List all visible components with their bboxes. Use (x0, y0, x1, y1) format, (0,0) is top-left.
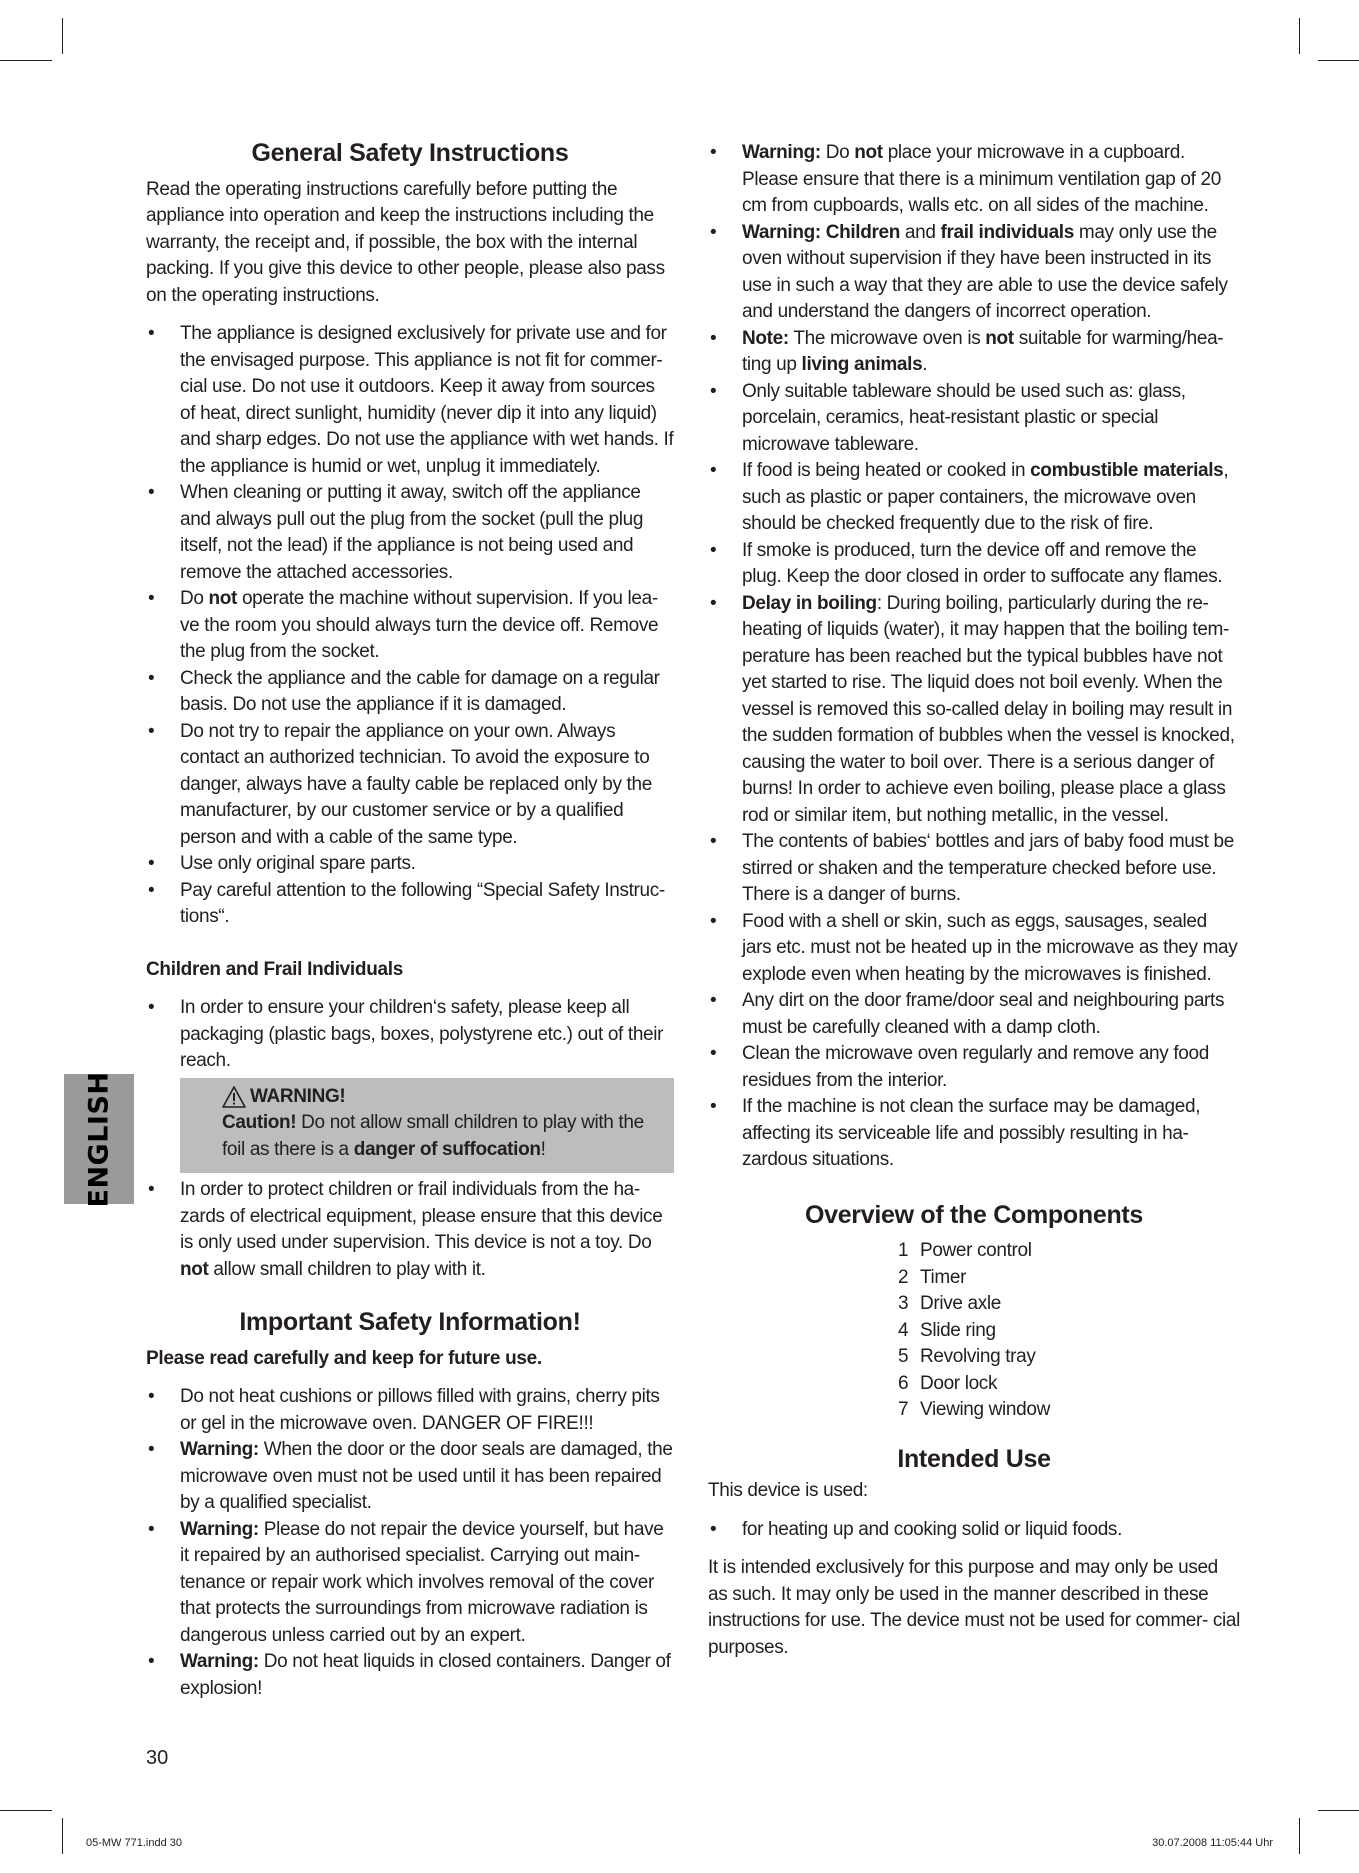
list-item: • Only suitable tableware should be used such as: glass, porcelain, ceramics, heat-resistant plastic or special microwave tableware. (708, 379, 1240, 459)
page-number: 30 (146, 1747, 169, 1769)
left-column (146, 140, 674, 1702)
list-item: • Note: The microwave oven is not suitable for warming/hea- ting up living animals. (708, 326, 1240, 379)
crop-mark (62, 18, 63, 54)
general-safety-title: General Safety Instructions (251, 139, 569, 167)
list-item: • Check the appliance and the cable for damage on a regular basis. Do not use the appliance if it is damaged. (146, 666, 674, 719)
intended-use-text: It is intended exclusively for this purpose and may only be used as such. It may only be used in the manner described in these instructions for use. The device must not be used for commer- cial purposes. (708, 1557, 1241, 1658)
list-item: • Warning: Children and frail individuals may only use the oven without supervision if they have been instructed in its use in such a way that they are able to use the device safely and understand the dangers of incorrect operation. (708, 220, 1240, 326)
list-item: • Do not operate the machine without supervision. If you lea- ve the room you should always turn the device off. Remove the plug from the socket. (146, 586, 674, 666)
right-column (708, 140, 1240, 1661)
intended-use-list (708, 1517, 1240, 1544)
list-item: • Clean the microwave oven regularly and remove any food residues from the interior. (708, 1041, 1240, 1094)
list-item: • Warning: Do not heat liquids in closed containers. Danger of explosion! (146, 1649, 674, 1702)
list-item: • Any dirt on the door frame/door seal and neighbouring parts must be carefully cleaned with a damp cloth. (708, 988, 1240, 1041)
warning-box (180, 1078, 674, 1174)
list-item: • for heating up and cooking solid or liquid foods. (708, 1517, 1240, 1544)
crop-mark (62, 1818, 63, 1854)
list-item: • If food is being heated or cooked in combustible materials, such as plastic or paper containers, the microwave oven should be checked frequently due to the risk of fire. (708, 458, 1240, 538)
component-item: 5 Revolving tray (898, 1346, 1036, 1367)
component-item: 3 Drive axle (898, 1293, 1001, 1314)
warning-text: Caution! Do not allow small children to play with the foil as there is a danger of suffocation! (222, 1112, 644, 1160)
list-item: • The contents of babies‘ bottles and jars of baby food must be stirred or shaken and the temperature checked before use. There is a danger of burns. (708, 829, 1240, 909)
list-item: • When cleaning or putting it away, switch off the appliance and always pull out the plug from the socket (pull the plug itself, not the lead) if the appliance is not being used and remove the attached accessories. (146, 480, 674, 586)
list-item: • Warning: Please do not repair the device yourself, but have it repaired by an authorised specialist. Carrying out main- tenance or repair work which involves removal of the cover that protects the surroundings from microwave radiation is dangerous unless carried out by an expert. (146, 1517, 674, 1650)
important-safety-list (146, 1384, 674, 1702)
list-item: • Use only original spare parts. (146, 851, 674, 878)
component-item: 2 Timer (898, 1266, 967, 1288)
list-item: • The appliance is designed exclusively for private use and for the envisaged purpose. This appliance is not fit for commer- cial use. Do not use it outdoors. Keep it away from sources of heat, direct sunlight, humidity (never dip it into any liquid) and sharp edges. Do not use the appliance with wet hands. If the appliance is humid or wet, unplug it immediately. (146, 321, 674, 480)
component-item: 1 Power control (898, 1240, 1032, 1261)
component-item: 4 Slide ring (898, 1319, 996, 1341)
children-heading: Children and Frail Individuals (146, 958, 404, 980)
list-item: • Food with a shell or skin, such as eggs, sausages, sealed jars etc. must not be heated up in the microwave as they may explode even when heating by the microwaves is finished. (708, 909, 1240, 989)
list-item: • Do not try to repair the appliance on your own. Always contact an authorized technician. To avoid the exposure to danger, always have a faulty cable be replaced only by the manufacturer, by our customer service or by a qualified person and with a cable of the same type. (146, 719, 674, 852)
language-tab (64, 1071, 134, 1207)
list-item: • In order to protect children or frail individuals from the ha- zards of electrical equipment, please ensure that this device is only used under supervision. This device is not a toy. Do not allow small children to play with it. (146, 1177, 674, 1283)
list-item: • Warning: Do not place your microwave in a cupboard. Please ensure that there is a minimum ventilation gap of 20 cm from cupboards, walls etc. on all sides of the machine. (708, 140, 1240, 220)
intended-use-intro: This device is used: (708, 1480, 868, 1501)
list-item: • If smoke is produced, turn the device off and remove the plug. Keep the door closed in order to suffocate any flames. (708, 538, 1240, 591)
general-safety-list (146, 321, 674, 931)
language-tab-label: ENGLISH (83, 1071, 115, 1207)
list-item: • In order to ensure your children‘s safety, please keep all packaging (plastic bags, boxes, polystyrene etc.) out of their reach. (146, 995, 674, 1075)
children-list (146, 995, 674, 1075)
crop-mark (0, 1810, 52, 1811)
children-list-2 (146, 1177, 674, 1283)
crop-mark (1318, 1810, 1359, 1811)
crop-mark (1318, 60, 1359, 61)
microwave-safety-list (708, 140, 1240, 1174)
list-item: • Delay in boiling: During boiling, particularly during the re- heating of liquids (water), it may happen that the boiling tem- perature has been reached but the typical bubbles have not yet started to rise. The liquid does not boil evenly. When the vessel is removed this so-called delay in boiling may result in the sudden formation of bubbles when the vessel is knocked, causing the water to boil over. There is a serious danger of burns! In order to achieve even boiling, please place a glass rod or similar item, but nothing metallic, in the vessel. (708, 591, 1240, 830)
intended-use-title: Intended Use (897, 1444, 1051, 1473)
important-safety-title: Important Safety Information! (239, 1308, 581, 1336)
general-safety-intro: Read the operating instructions carefully before putting the appliance into operation and keep the instructions including the warranty, the receipt and, if possible, the box with the internal packing. If you give this device to other people, please also pass on the operating instructions. (146, 178, 665, 306)
list-item: • Pay careful attention to the following “Special Safety Instruc- tions“. (146, 878, 674, 931)
important-safety-subtitle: Please read carefully and keep for future use. (146, 1347, 542, 1369)
slug-filename: 05-MW 771.indd 30 (86, 1837, 182, 1849)
slug-timestamp: 30.07.2008 11:05:44 Uhr (1152, 1837, 1273, 1849)
crop-mark (1299, 18, 1300, 54)
list-item: • Do not heat cushions or pillows filled with grains, cherry pits or gel in the microwave oven. DANGER OF FIRE!!! (146, 1384, 674, 1437)
warning-triangle-icon (222, 1086, 246, 1108)
components-title: Overview of the Components (804, 1200, 1144, 1229)
component-item: 7 Viewing window (898, 1399, 1050, 1420)
warning-title: WARNING! (222, 1084, 666, 1111)
component-item: 6 Door lock (898, 1372, 998, 1394)
list-item: • If the machine is not clean the surface may be damaged, affecting its serviceable life and possibly resulting in ha- zardous situations. (708, 1094, 1240, 1174)
crop-mark (0, 60, 52, 61)
crop-mark (1299, 1818, 1300, 1854)
list-item: • Warning: When the door or the door seals are damaged, the microwave oven must not be used until it has been repaired by a qualified specialist. (146, 1437, 674, 1517)
components-list (708, 1238, 1240, 1424)
